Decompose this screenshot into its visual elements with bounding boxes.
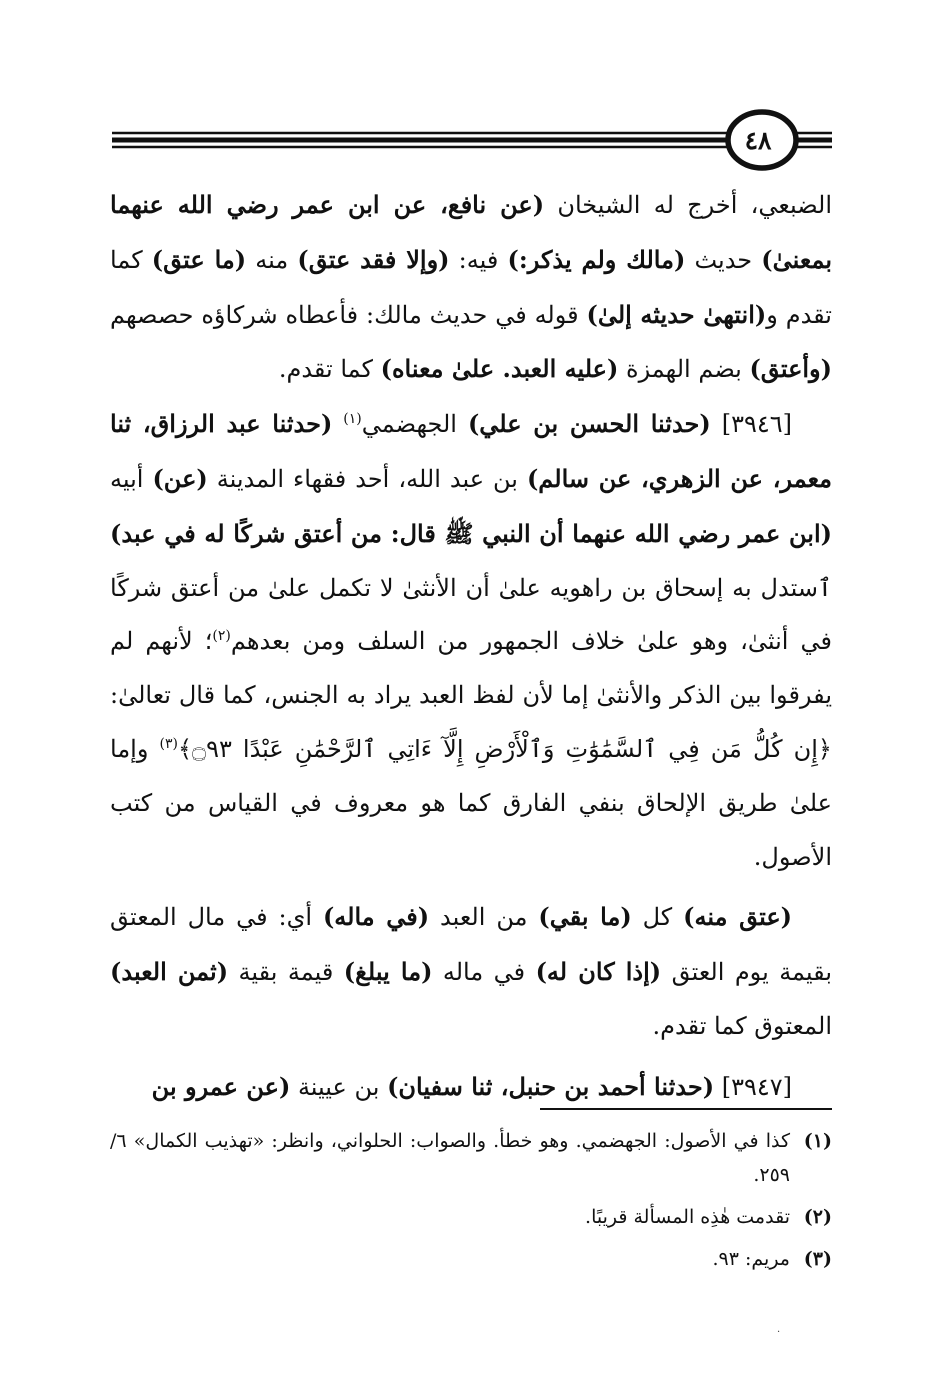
paragraph: [110, 178, 832, 397]
footnote-text: مريم: ٩٣.: [712, 1248, 790, 1270]
main-text: [110, 178, 832, 1115]
text-span: قوله في حديث مالك: فأعطاه شركاؤه حصصهم: [110, 300, 587, 329]
text-span: قيمة بقية: [228, 958, 344, 987]
text-span: [٣٩٤٦]: [710, 410, 792, 439]
paragraph: [110, 890, 832, 1053]
page-speck: ·: [777, 1327, 781, 1338]
bold-span: (عليه العبد. علىٰ معناه): [380, 354, 619, 384]
bold-span: (وإلا فقد عتق): [297, 244, 450, 274]
footnotes: [110, 1124, 832, 1284]
bold-span: (ما يبلغ): [343, 957, 433, 987]
footnote-text: كذا في الأصول: الجهضمي. وهو خطأ. والصواب: الحلواني، وانظر: «تهذيب الكمال» ٦/ ٢٥٩.: [110, 1130, 790, 1186]
bold-span: (وأعتق): [749, 354, 832, 384]
text-span: بن عبد الله، أحد فقهاء المدينة: [207, 464, 527, 493]
footnote-number: (٣): [803, 1248, 832, 1270]
bold-span: (حدثنا عبد الرزاق، ثنا معمر، عن الزهري، عن سالم): [110, 409, 832, 493]
header-ornament: [0, 0, 946, 180]
text-span: فيه:: [449, 245, 508, 274]
footnote: [110, 1242, 832, 1276]
text-span: كما تقدم و: [110, 245, 832, 329]
bold-span: (مالك ولم يذكر:): [507, 244, 686, 274]
page-number: ٤٨: [744, 125, 772, 155]
text-span: من العبد: [429, 903, 539, 932]
text-span: أي: في مال المعتق بقيمة يوم العتق: [110, 903, 832, 987]
footnote: [110, 1124, 832, 1192]
text-span: كما تقدم.: [278, 355, 381, 384]
text-span: الضبعي، أخرج له الشيخان: [544, 191, 833, 219]
text-span: المعتوق كما تقدم.: [652, 1011, 832, 1040]
text-span: [٣٩٤٧]: [714, 1072, 792, 1101]
bold-span: (عن): [152, 463, 208, 493]
footnote-ref: (٢): [212, 628, 231, 645]
text-span: ٱستدل به إسحاق بن راهويه علىٰ أن الأنثىٰ لا تكمل علىٰ من أعتق شركًا في أنثىٰ، وهو علىٰ خلاف الجمهور من السلف ومن بعدهم: [110, 573, 833, 656]
footnote: [110, 1200, 832, 1234]
footnote-ref: (٣): [159, 735, 178, 752]
text-span: وإما علىٰ طريق الإلحاق بنفي الفارق كما هو معروف في القياس من كتب الأصول.: [110, 734, 832, 871]
text-span: منه: [246, 245, 298, 274]
text-span: الجهضمي: [361, 410, 468, 439]
footnote-text: تقدمت هٰذِه المسألة قريبًا.: [585, 1206, 790, 1228]
footnote-number: (١): [803, 1130, 832, 1152]
bold-span: (في ماله): [322, 902, 430, 932]
bold-span: (حدثنا الحسن بن علي): [467, 409, 711, 439]
footnote-number: (٢): [803, 1206, 832, 1228]
page-header: [0, 0, 946, 180]
text-span: كل: [631, 903, 684, 932]
bold-span: (ما عتق): [151, 244, 247, 274]
paragraph: [110, 397, 832, 884]
bold-span: (عن عمرو بن: [151, 1071, 291, 1101]
quran-verse: ﴿إِن كُلُّ مَن فِي ٱلسَّمَٰوَٰتِ وَٱلْأَرْضِ إِلَّآ ءَاتِي ٱلرَّحْمَٰنِ عَبْدًا ۝٩٣﴾: [177, 734, 832, 763]
bold-span: (عن نافع، عن ابن عمر رضي الله عنهما بمعنىٰ): [110, 190, 833, 274]
text-span: [332, 410, 343, 438]
text-span: بن عيينة: [290, 1072, 388, 1101]
text-span: ؛ لأنهم لم يفرقوا بين الذكر والأنثىٰ إما لأن لفظ العبد يراد به الجنس، كما قال تعالىٰ:: [110, 627, 832, 710]
bold-span: (حدثنا أحمد بن حنبل، ثنا سفيان): [387, 1071, 715, 1101]
bold-span: (ما بقي): [538, 902, 632, 932]
text-span: بضم الهمزة: [618, 355, 750, 384]
bold-span: (عتق منه): [683, 902, 793, 932]
text-span: حديث: [685, 245, 762, 274]
bold-span: (ابن عمر رضي الله عنهما أن النبي ﷺ قال: من أعتق شركًا له في عبد): [110, 518, 832, 548]
text-span: أبيه: [110, 464, 153, 493]
footnote-ref: (١): [343, 411, 362, 428]
bold-span: (ثمن العبد): [110, 957, 229, 987]
bold-span: (انتهىٰ حديثه إلىٰ): [586, 299, 767, 329]
footnote-separator: [540, 1108, 832, 1110]
text-span: في ماله: [432, 958, 536, 987]
bold-span: (إذا كان له): [535, 957, 662, 987]
paragraph: [110, 1060, 832, 1115]
